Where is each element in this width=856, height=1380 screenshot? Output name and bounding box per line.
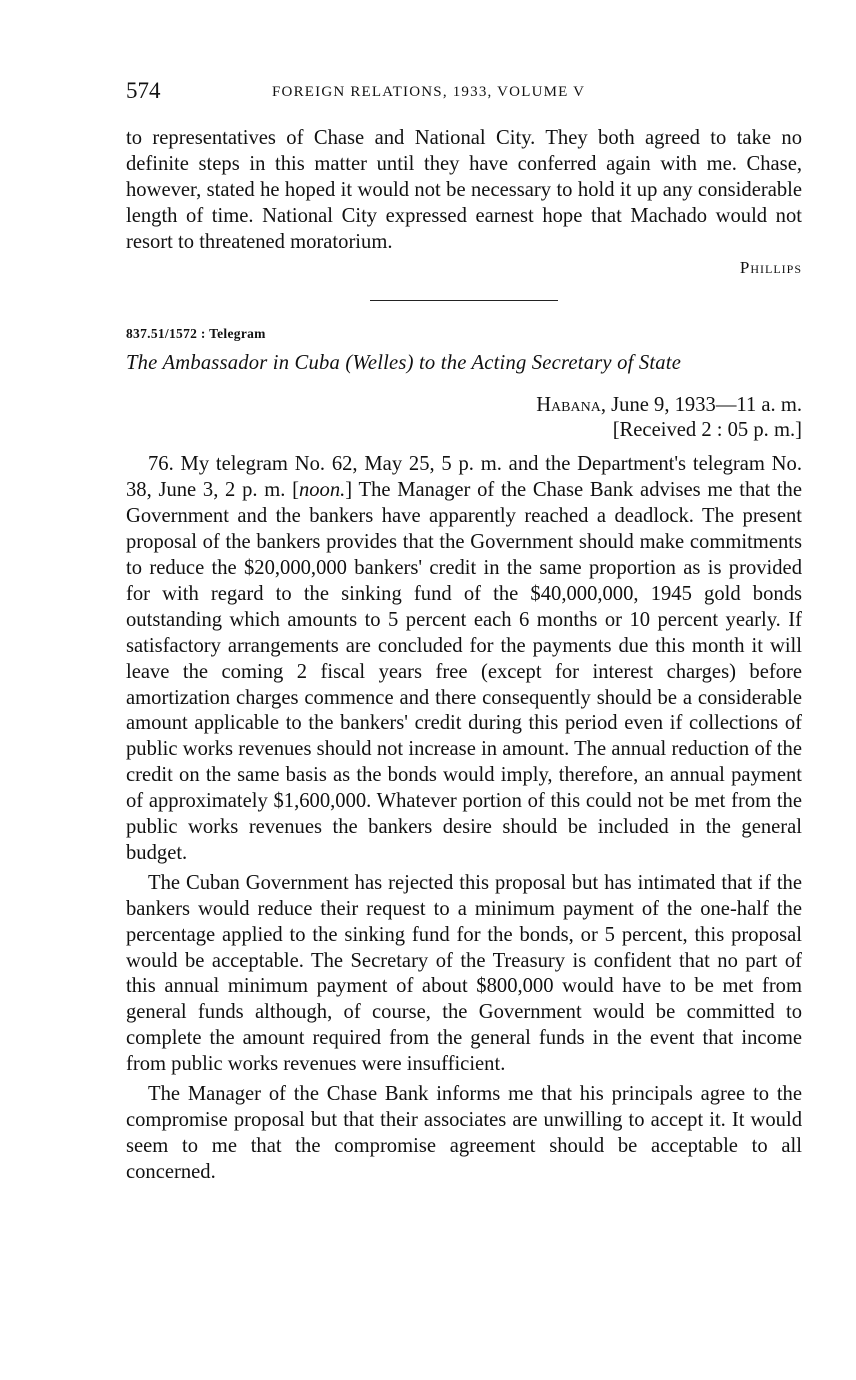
body-paragraph-1	[126, 452, 802, 867]
dateline-date: , June 9, 1933—11 a. m.	[600, 393, 802, 416]
running-title: FOREIGN RELATIONS, 1933, VOLUME V	[272, 84, 586, 100]
document-page	[126, 78, 802, 1186]
paragraph-1-rest: ] The Manager of the Chase Bank advises me that the Government and the bankers have apparently reached a deadlock. The present proposal of the bankers provides that the Government should make commitments to reduce the $20,000,000 bankers' credit in the same proportion as is provided for with regard to the sinking fund of the $40,000,000, 1945 gold bonds outstanding which amounts to 5 percent each 6 months or 10 percent yearly. If satisfactory arrangements are concluded for the payments due this month it will leave the coming 2 fiscal years free (except for interest charges) before amortization charges commence and there consequently should be a considerable amount applicable to the bankers' credit during this period even if collections of public works revenues should not increase in amount. The annual reduction of the credit on the same basis as the bonds would imply, therefore, an annual payment of approximately $1,600,000. Whatever portion of this could not be met from the public works revenues the bankers desire should be included in the general budget.	[126, 479, 802, 864]
continuation-paragraph: to representatives of Chase and National City. They both agreed to take no definite steps in this matter until they have conferred again with me. Chase, however, stated he hoped it would not be necessary to hold it up any considerable length of time. National City expressed earnest hope that Machado would not resort to threatened moratorium.	[126, 127, 802, 253]
body-paragraph-3: The Manager of the Chase Bank informs me that his principals agree to the compromise proposal but that their associates are unwilling to accept it. It would seem to me that the compromise agreement should be acceptable to all concerned.	[126, 1083, 802, 1183]
running-header	[126, 78, 802, 108]
document-title: The Ambassador in Cuba (Welles) to the Acting Secretary of State	[126, 351, 682, 374]
file-reference: 837.51/1572 : Telegram	[126, 325, 266, 341]
paragraph-1-lead: 76. My telegram No. 62, May 25, 5 p. m. and the Department's telegram No. 38, June 3, 2 p. m. [	[126, 453, 802, 502]
received-line: [Received 2 : 05 p. m.]	[612, 419, 802, 442]
page-number: 574	[126, 78, 161, 103]
telegram-body	[126, 452, 802, 1185]
section-divider	[370, 300, 558, 301]
paragraph-1-noon: noon.	[298, 479, 346, 502]
signature: Phillips	[739, 257, 802, 277]
dateline	[126, 393, 802, 419]
body-paragraph-2: The Cuban Government has rejected this proposal but has intimated that if the bankers would reduce their request to a minimum payment of the one-half the percentage applied to the sinking fund for the bonds, or 5 percent, this proposal would be acceptable. The Secretary of the Treasury is confident that no part of this annual minimum payment of about $800,000 would have to be met from general funds although, of course, the Government would be committed to complete the amount required from the general funds in the event that income from public works revenues were insufficient.	[126, 871, 802, 1076]
dateline-place: Habana	[536, 393, 601, 416]
